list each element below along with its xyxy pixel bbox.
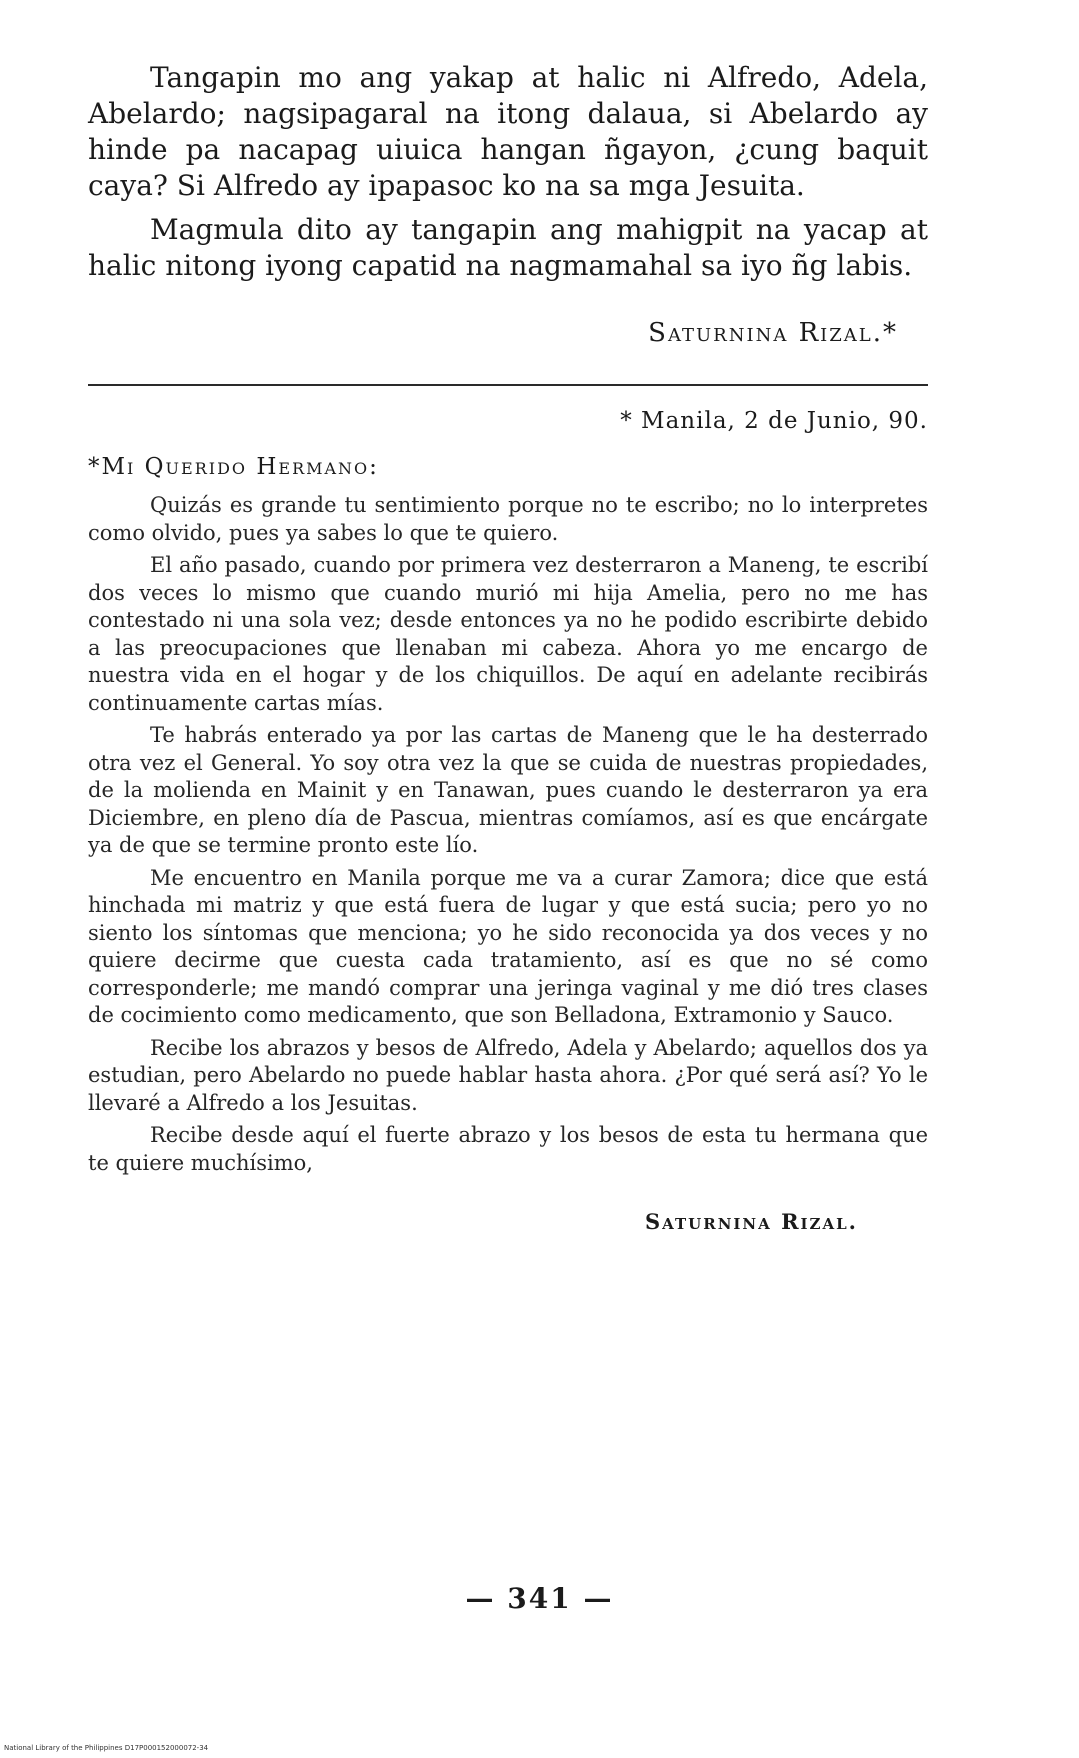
footer-credit: National Library of the Philippines D17P000152000072-34 [4, 1744, 209, 1752]
spanish-paragraph-2: El año pasado, cuando por primera vez desterraron a Maneng, te escribí dos veces lo mismo que cuando murió mi hija Amelia, pero no me has contestado ni una sola vez; desde entonces ya no he podido escribirte debido a las preocupaciones que llenaban mi cabeza. Ahora yo me encargo de nuestra vida en el hogar y de los chiquillos. De aquí en adelante recibirás continuamente cartas mías. [88, 553, 928, 715]
section-divider [88, 384, 928, 386]
tagalog-paragraph-2: Magmula dito ay tangapin ang mahigpit na yacap at halic nitong iyong capatid na nagmamahal sa iyo ñg labis. [88, 213, 928, 282]
spanish-paragraph-3: Te habrás enterado ya por las cartas de Maneng que le ha desterrado otra vez el General. Yo soy otra vez la que se cuida de nuestras propiedades, de la molienda en Mainit y en Tanawan, pues cuando le desterraron ya era Diciembre, en pleno día de Pascua, mientras comíamos, así es que encárgate ya de que se termine pronto este lío. [88, 723, 928, 857]
spanish-letter [88, 492, 928, 1177]
spanish-paragraph-4: Me encuentro en Manila porque me va a curar Zamora; dice que está hinchada mi matriz y que está fuera de lugar y que está sucia; pero yo no siento los síntomas que menciona; yo he sido reconocida ya dos veces y no quiere decirme que cuesta cada tratamiento, así es que no sé como corresponderle; me mandó comprar una jeringa vaginal y me dió tres clases de cocimiento como medicamento, que son Belladona, Extramonio y Sauco. [88, 865, 928, 1027]
document-page [88, 60, 928, 1234]
spanish-signature: Saturnina Rizal. [645, 1209, 858, 1234]
tagalog-paragraph-1: Tangapin mo ang yakap at halic ni Alfredo, Adela, Abelardo; nagsipagaral na itong dalaua, si Abelardo ay hinde pa nacapag uiuica hangan ñgayon, ¿cung baquit caya? Si Alfredo ay ipapasoc ko na sa mga Jesuita. [88, 61, 928, 202]
spanish-paragraph-5: Recibe los abrazos y besos de Alfredo, Adela y Abelardo; aquellos dos ya estudian, pero Abelardo no puede hablar hasta ahora. ¿Por qué será así? Yo le llevaré a Alfredo a los Jesuitas. [88, 1035, 928, 1115]
tagalog-signature: Saturnina Rizal.* [648, 318, 898, 348]
page-number: — 341 — [465, 1582, 614, 1615]
spanish-paragraph-1: Quizás es grande tu sentimiento porque no te escribo; no lo interpretes como olvido, pues ya sabes lo que te quiero. [88, 493, 928, 545]
tagalog-letter [88, 60, 928, 284]
spanish-paragraph-6: Recibe desde aquí el fuerte abrazo y los besos de esta tu hermana que te quiere muchísimo, [88, 1123, 928, 1175]
spanish-dateline: * Manila, 2 de Junio, 90. [620, 408, 928, 434]
spanish-salutation: *Mi Querido Hermano: [88, 454, 379, 480]
